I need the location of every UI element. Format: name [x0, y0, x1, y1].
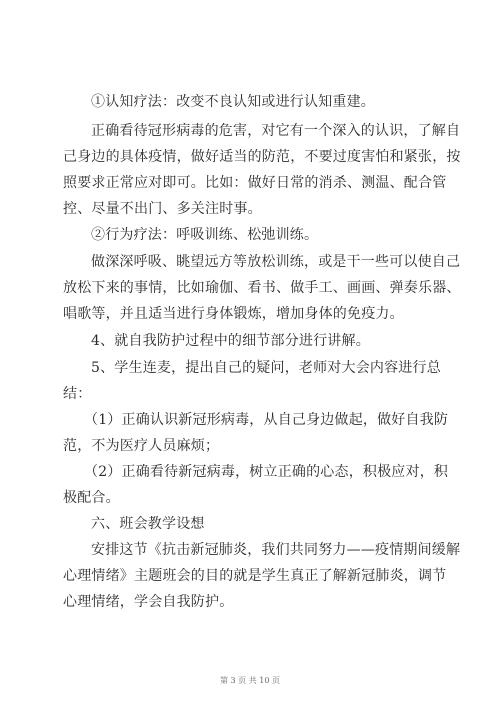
text-line: 安排这节《抗击新冠肺炎，我们共同努力——疫情期间缓解	[91, 542, 461, 558]
text-line: 己身边的具体疫情，做好适当的防范，不要过度害怕和紧张，按	[63, 149, 461, 165]
section-heading: 六、班会教学设想	[91, 516, 205, 532]
text-line: 唱歌等，并且适当进行身体锻炼，增加身体的免疫力。	[63, 306, 404, 322]
text-line: 心理情绪，学会自我防护。	[63, 594, 234, 610]
text-line: 照要求正常应对即可。比如：做好日常的消杀、测温、配合管	[63, 175, 447, 191]
text-line: （1）正确认识新冠形病毒，从自己身边做起，做好自我防	[84, 412, 449, 428]
text-line: 控、尽量不出门、多关注时事。	[63, 201, 262, 217]
text-line: 4、就自我防护过程中的细节部分进行讲解。	[91, 333, 370, 349]
text-line: （2）正确看待新冠病毒，树立正确的心态，积极应对，积	[84, 464, 449, 480]
text-line: ②行为疗法：呼吸训练、松弛训练。	[91, 227, 319, 243]
text-line: ①认知疗法：改变不良认知或进行认知重建。	[91, 94, 375, 110]
page-number-footer: 第 3 页 共 10 页	[220, 676, 280, 685]
text-line: 正确看待冠形病毒的危害，对它有一个深入的认识，了解自	[91, 123, 461, 139]
text-line: 5、学生连麦，提出自己的疑问，老师对大会内容进行总	[91, 360, 441, 376]
text-line: 极配合。	[63, 490, 120, 506]
text-line: 范，不为医疗人员麻烦；	[63, 438, 220, 454]
text-line: 放松下来的事情，比如瑜伽、看书、做手工、画画、弹奏乐器、	[63, 280, 461, 296]
text-line: 做深深呼吸、眺望远方等放松训练，或是干一些可以使自己	[91, 254, 461, 270]
text-line: 心理情绪》主题班会的目的就是学生真正了解新冠肺炎，调节	[63, 568, 447, 584]
text-line: 结：	[63, 386, 92, 402]
